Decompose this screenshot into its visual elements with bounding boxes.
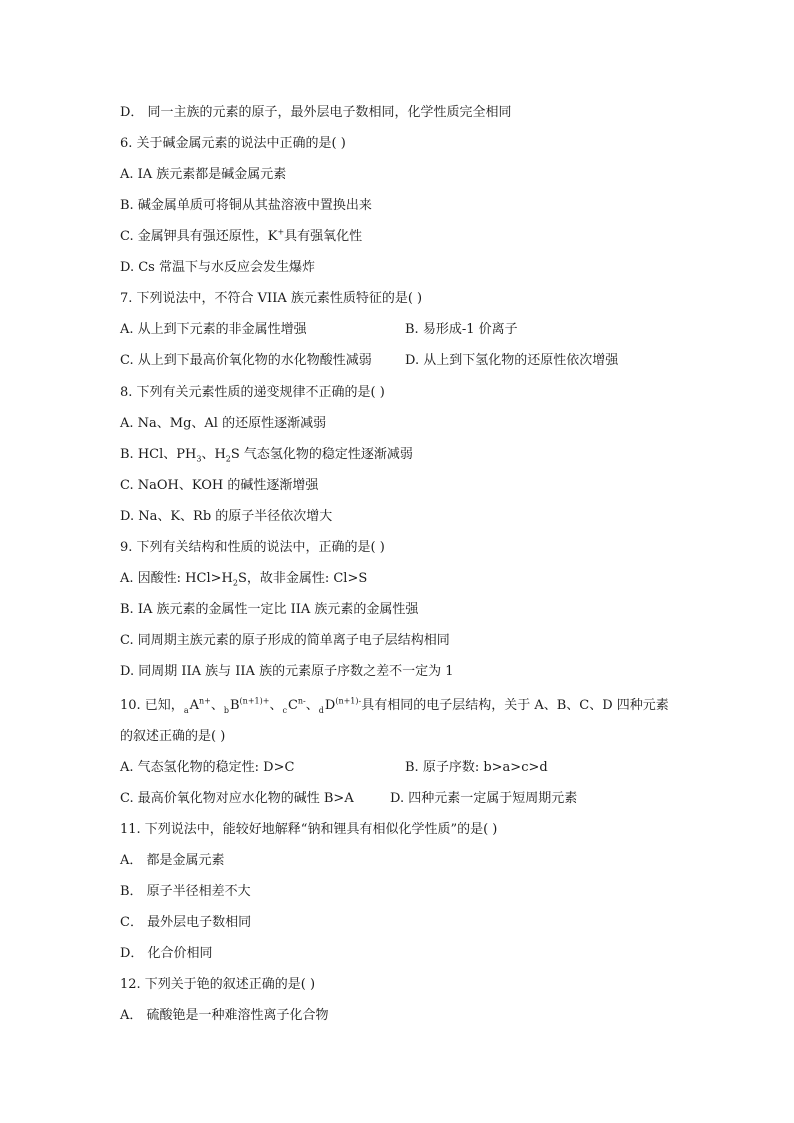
q10-ion-d-charge: (n+1)- [335, 696, 362, 706]
q9-option-a-sub: 2 [232, 578, 238, 588]
q9-option-a-text: A. 因酸性: HCl>H [120, 571, 233, 586]
q10-ion-c-charge: n- [297, 696, 306, 706]
q8-option-b-sub: 2 [225, 454, 231, 464]
q10-ion-d-number: d [318, 706, 324, 715]
q10-stem [120, 697, 680, 716]
q10-options-row1 [120, 759, 680, 777]
q11-option-d: D． 化合价相同 [120, 946, 213, 961]
q10-ion-d: D [324, 698, 336, 713]
q6-option-d: D. Cs 常温下与水反应会发生爆炸 [120, 260, 315, 275]
q8-option-b [120, 446, 680, 464]
q10-options-row2 [120, 790, 680, 808]
q6-option-c-text: C. 金属钾具有强还原性，K [120, 229, 278, 244]
q8-stem: 8. 下列有关元素性质的递变规律不正确的是( ) [120, 385, 385, 400]
q7-option-a: A. 从上到下元素的非金属性增强 [120, 322, 307, 337]
q8-option-b-sub: 3 [196, 454, 202, 464]
q9-option-c: C. 同周期主族元素的原子形成的简单离子电子层结构相同 [120, 633, 450, 648]
q10-stem-line2: 的叙述正确的是( ) [120, 729, 226, 744]
q9-option-a-text-tail: S，故非金属性: Cl>S [237, 571, 368, 586]
q10-ion-c-number: c [282, 706, 287, 715]
q10-option-b: B. 原子序数: b>a>c>d [405, 760, 548, 775]
q8-option-c: C. NaOH、KOH 的碱性逐渐增强 [120, 478, 319, 493]
q10-sep: 、 [210, 698, 224, 713]
q9-option-d: D. 同周期 IIA 族与 IIA 族的元素原子序数之差不一定为 1 [120, 664, 454, 679]
q9-option-b: B. IA 族元素的金属性一定比 IIA 族元素的金属性强 [120, 602, 419, 617]
q6-option-c-text-tail: 具有强氧化性 [284, 229, 363, 244]
q10-sep: 、 [269, 698, 283, 713]
q10-stem-lead: 10. 已知， [120, 698, 184, 713]
q6-option-c-charge: + [277, 227, 285, 237]
q10-ion-a-number: a [183, 706, 189, 715]
q8-option-d: D. Na、K、Rb 的原子半径依次增大 [120, 509, 333, 524]
q6-stem: 6. 关于碱金属元素的说法中正确的是( ) [120, 136, 346, 151]
q11-option-a: A． 都是金属元素 [120, 853, 225, 868]
q7-options-row2 [120, 352, 680, 370]
q10-stem-tail: 具有相同的电子层结构，关于 A、B、C、D 四种元素 [361, 698, 669, 713]
q8-option-a: A. Na、Mg、Al 的还原性逐渐减弱 [120, 416, 327, 431]
q7-option-d: D. 从上到下氢化物的还原性依次增强 [405, 353, 619, 368]
q10-option-d: D. 四种元素一定属于短周期元素 [390, 791, 578, 806]
q11-stem: 11. 下列说法中，能较好地解释“钠和锂具有相似化学性质”的是( ) [120, 822, 498, 837]
q8-option-b-text: S 气态氢化物的稳定性逐渐减弱 [230, 447, 413, 462]
q6-option-a: A. IA 族元素都是碱金属元素 [120, 167, 287, 182]
q6-option-b: B. 碱金属单质可将铜从其盐溶液中置换出来 [120, 198, 372, 213]
q10-sep: 、 [305, 698, 319, 713]
q9-option-a [120, 570, 680, 588]
q8-option-b-text: 、H [201, 447, 226, 462]
q10-ion-b-number: b [223, 706, 229, 715]
q7-options-row1 [120, 321, 680, 339]
q9-stem: 9. 下列有关结构和性质的说法中，正确的是( ) [120, 540, 385, 555]
q10-ion-a: A [189, 698, 199, 713]
q10-ion-a-charge: n+ [198, 696, 211, 706]
q10-ion-b: B [229, 698, 240, 713]
q12-stem: 12. 下列关于铯的叙述正确的是( ) [120, 977, 316, 992]
q10-option-a: A. 气态氢化物的稳定性: D>C [120, 760, 295, 775]
q12-option-a: A． 硫酸铯是一种难溶性离子化合物 [120, 1008, 329, 1023]
q11-option-c: C． 最外层电子数相同 [120, 915, 252, 930]
q10-ion-c: C [287, 698, 298, 713]
q7-option-b: B. 易形成-1 价离子 [405, 322, 518, 337]
q11-option-b: B． 原子半径相差不大 [120, 884, 251, 899]
q8-option-b-text: B. HCl、PH [120, 447, 197, 462]
q10-option-c: C. 最高价氧化物对应水化物的碱性 B>A [120, 791, 354, 806]
q5-option-d: D． 同一主族的元素的原子，最外层电子数相同，化学性质完全相同 [120, 105, 512, 120]
q7-option-c: C. 从上到下最高价氧化物的水化物酸性减弱 [120, 353, 372, 368]
q6-option-c [120, 228, 680, 246]
q10-ion-b-charge: (n+1)+ [239, 696, 270, 706]
q7-stem: 7. 下列说法中，不符合 VIIA 族元素性质特征的是( ) [120, 291, 423, 306]
